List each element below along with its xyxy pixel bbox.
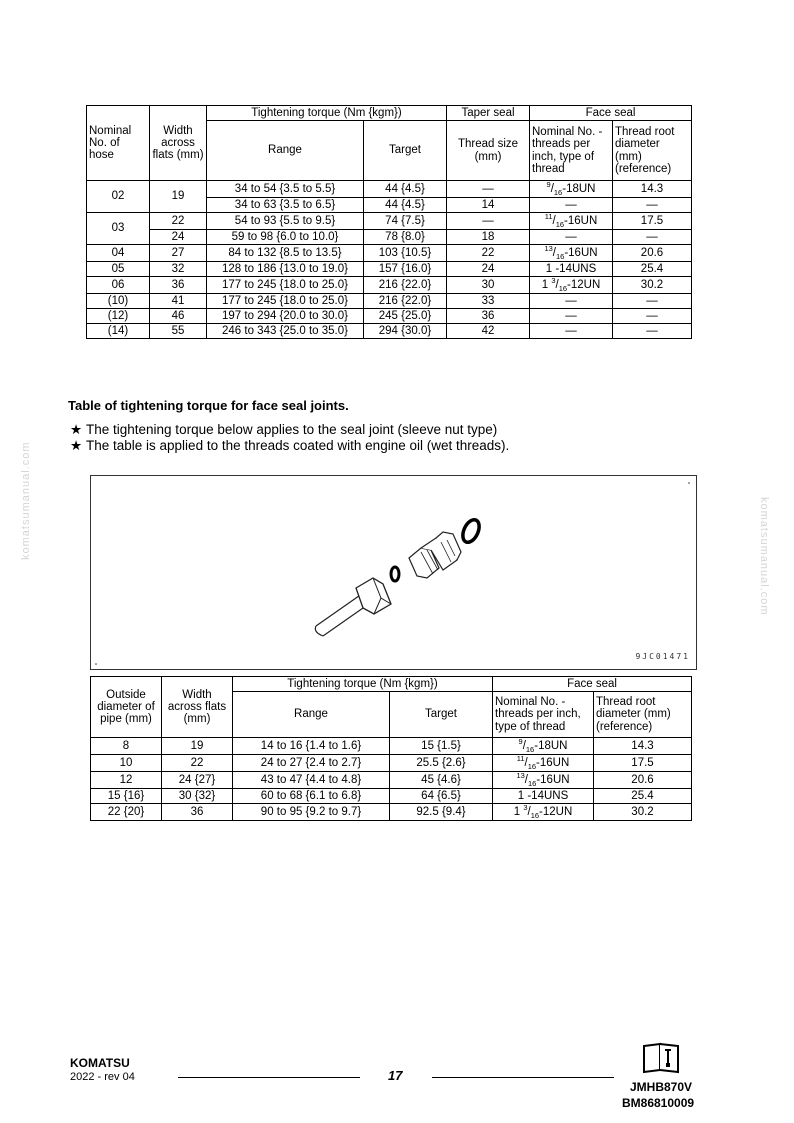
cell-width: 19 <box>150 181 207 213</box>
cell-root: — <box>613 198 692 213</box>
cell-hose: (10) <box>87 294 150 309</box>
cell-width: 30 {32} <box>162 789 233 804</box>
cell-nominal-thread: $^{11}/_{16}-16UN$ <box>493 755 594 772</box>
table-row <box>87 294 692 309</box>
cell-target: 25.5 {2.6} <box>390 755 493 772</box>
cell-range: 197 to 294 {20.0 to 30.0} <box>207 309 364 324</box>
face-seal-joint-figure <box>90 475 697 670</box>
cell-target: 64 {6.5} <box>390 789 493 804</box>
cell-width: 22 <box>162 755 233 772</box>
header-nominal-thread: Nominal No. - threads per inch, type of thread <box>530 121 613 181</box>
table-row <box>87 324 692 339</box>
header-torque: Tightening torque (Nm {kgm}) <box>207 106 447 121</box>
table-row <box>91 772 692 789</box>
cell-range: 34 to 54 {3.5 to 5.5} <box>207 181 364 198</box>
cell-root: — <box>613 294 692 309</box>
cell-target: 245 {25.0} <box>364 309 447 324</box>
star-icon: ★ <box>70 422 83 437</box>
cell-root: 17.5 <box>594 755 692 772</box>
cell-target: 78 {8.0} <box>364 230 447 245</box>
cell-root: 17.5 <box>613 213 692 230</box>
cell-range: 90 to 95 {9.2 to 9.7} <box>233 804 390 821</box>
cell-hose: (14) <box>87 324 150 339</box>
cell-target: 44 {4.5} <box>364 181 447 198</box>
cell-nominal-thread: 1 $^3/_{16}-12UN$ <box>493 804 594 821</box>
footer-code-2: BM86810009 <box>622 1096 695 1110</box>
cell-outside-diameter: 15 {16} <box>91 789 162 804</box>
note-1: ★ The tightening torque below applies to the seal joint (sleeve nut type) <box>70 422 498 437</box>
cell-nominal-thread: $^{11}/_{16}-16UN$ <box>530 213 613 230</box>
header-face: Face seal <box>493 677 692 692</box>
cell-target: 216 {22.0} <box>364 277 447 294</box>
cell-root: 25.4 <box>613 262 692 277</box>
cell-root: 14.3 <box>613 181 692 198</box>
cell-width: 27 <box>150 245 207 262</box>
header-face: Face seal <box>530 106 692 121</box>
cell-thread-size: 33 <box>447 294 530 309</box>
cell-range: 14 to 16 {1.4 to 1.6} <box>233 738 390 755</box>
cell-width: 41 <box>150 294 207 309</box>
cell-outside-diameter: 10 <box>91 755 162 772</box>
header-range: Range <box>207 121 364 181</box>
cell-root: 30.2 <box>594 804 692 821</box>
page-number: 17 <box>388 1068 403 1083</box>
cell-thread-size: — <box>447 213 530 230</box>
table-row <box>87 277 692 294</box>
star-icon: ★ <box>70 438 83 453</box>
table-row <box>87 213 692 230</box>
header-target: Target <box>390 692 493 738</box>
cell-nominal-thread: — <box>530 324 613 339</box>
cell-range: 60 to 68 {6.1 to 6.8} <box>233 789 390 804</box>
cell-range: 43 to 47 {4.4 to 4.8} <box>233 772 390 789</box>
header-target: Target <box>364 121 447 181</box>
cell-range: 177 to 245 {18.0 to 25.0} <box>207 277 364 294</box>
watermark-left: komatsumanual.com <box>20 441 32 560</box>
cell-range: 177 to 245 {18.0 to 25.0} <box>207 294 364 309</box>
cell-root: 20.6 <box>613 245 692 262</box>
footer-rule-left <box>178 1077 360 1078</box>
cell-outside-diameter: 22 {20} <box>91 804 162 821</box>
cell-range: 54 to 93 {5.5 to 9.5} <box>207 213 364 230</box>
cell-range: 84 to 132 {8.5 to 13.5} <box>207 245 364 262</box>
cell-width: 22 <box>150 213 207 230</box>
cell-root: 25.4 <box>594 789 692 804</box>
header-nominal-thread: Nominal No. - threads per inch, type of thread <box>493 692 594 738</box>
table-row <box>87 230 692 245</box>
cell-range: 59 to 98 {6.0 to 10.0} <box>207 230 364 245</box>
cell-width: 24 {27} <box>162 772 233 789</box>
table-row <box>91 755 692 772</box>
cell-hose: 05 <box>87 262 150 277</box>
header-taper: Taper seal <box>447 106 530 121</box>
cell-nominal-thread: — <box>530 230 613 245</box>
cell-root: — <box>613 230 692 245</box>
cell-root: 14.3 <box>594 738 692 755</box>
cell-target: 103 {10.5} <box>364 245 447 262</box>
cell-width: 46 <box>150 309 207 324</box>
cell-nominal-thread: — <box>530 294 613 309</box>
cell-thread-size: 42 <box>447 324 530 339</box>
cell-root: — <box>613 309 692 324</box>
cell-hose: 02 <box>87 181 150 213</box>
cell-nominal-thread: 1 -14UNS <box>493 789 594 804</box>
cell-thread-size: 30 <box>447 277 530 294</box>
cell-target: 92.5 {9.4} <box>390 804 493 821</box>
face-seal-torque-table <box>90 676 692 821</box>
cell-width: 24 <box>150 230 207 245</box>
cell-root: 20.6 <box>594 772 692 789</box>
cell-target: 294 {30.0} <box>364 324 447 339</box>
table-row <box>87 309 692 324</box>
footer-revision: 2022 - rev 04 <box>70 1071 135 1083</box>
header-width: Width across flats (mm) <box>162 677 233 738</box>
cell-hose: 06 <box>87 277 150 294</box>
watermark-right: komatsumanual.com <box>758 497 770 616</box>
cell-nominal-thread: — <box>530 198 613 213</box>
cell-hose: 04 <box>87 245 150 262</box>
table-row <box>91 738 692 755</box>
cell-outside-diameter: 8 <box>91 738 162 755</box>
hose-torque-table <box>86 105 692 339</box>
cell-nominal-thread: $^9/_{16}-18UN$ <box>530 181 613 198</box>
cell-thread-size: 36 <box>447 309 530 324</box>
header-thread-size: Thread size (mm) <box>447 121 530 181</box>
cell-range: 34 to 63 {3.5 to 6.5} <box>207 198 364 213</box>
cell-thread-size: 22 <box>447 245 530 262</box>
cell-nominal-thread: $^{13}/_{16}-16UN$ <box>530 245 613 262</box>
footer-code-1: JMHB870V <box>630 1080 693 1094</box>
cell-range: 246 to 343 {25.0 to 35.0} <box>207 324 364 339</box>
face-seal-joint-illustration <box>91 476 696 669</box>
header-range: Range <box>233 692 390 738</box>
cell-target: 45 {4.6} <box>390 772 493 789</box>
cell-hose: 03 <box>87 213 150 245</box>
cell-range: 128 to 186 {13.0 to 19.0} <box>207 262 364 277</box>
cell-nominal-thread: $^{13}/_{16}-16UN$ <box>493 772 594 789</box>
cell-hose: (12) <box>87 309 150 324</box>
footer-rule-right <box>432 1077 614 1078</box>
table-row <box>87 262 692 277</box>
header-width: Width across flats (mm) <box>150 106 207 181</box>
table-row <box>91 789 692 804</box>
manual-book-icon <box>640 1040 684 1081</box>
header-root: Thread root diameter (mm) (reference) <box>594 692 692 738</box>
header-outside-diameter: Outside diameter of pipe (mm) <box>91 677 162 738</box>
cell-nominal-thread: — <box>530 309 613 324</box>
cell-width: 55 <box>150 324 207 339</box>
cell-width: 32 <box>150 262 207 277</box>
header-nominal: Nominal No. of hose <box>87 106 150 181</box>
header-torque: Tightening torque (Nm {kgm}) <box>233 677 493 692</box>
cell-root: — <box>613 324 692 339</box>
cell-width: 19 <box>162 738 233 755</box>
cell-thread-size: 18 <box>447 230 530 245</box>
cell-thread-size: — <box>447 181 530 198</box>
cell-root: 30.2 <box>613 277 692 294</box>
cell-target: 44 {4.5} <box>364 198 447 213</box>
cell-target: 74 {7.5} <box>364 213 447 230</box>
header-root: Thread root diameter (mm) (reference) <box>613 121 692 181</box>
cell-target: 157 {16.0} <box>364 262 447 277</box>
cell-nominal-thread: 1 $^3/_{16}-12UN$ <box>530 277 613 294</box>
cell-target: 216 {22.0} <box>364 294 447 309</box>
table-row <box>87 181 692 198</box>
cell-target: 15 {1.5} <box>390 738 493 755</box>
table-row <box>91 804 692 821</box>
note-2: ★ The table is applied to the threads coated with engine oil (wet threads). <box>70 438 510 453</box>
cell-width: 36 <box>162 804 233 821</box>
cell-thread-size: 24 <box>447 262 530 277</box>
cell-nominal-thread: $^9/_{16}-18UN$ <box>493 738 594 755</box>
footer-brand: KOMATSU <box>70 1056 130 1070</box>
table-row <box>87 245 692 262</box>
section-title: Table of tightening torque for face seal joints. <box>68 398 349 413</box>
cell-thread-size: 14 <box>447 198 530 213</box>
figure-code: 9JC01471 <box>635 652 690 661</box>
cell-outside-diameter: 12 <box>91 772 162 789</box>
cell-nominal-thread: 1 -14UNS <box>530 262 613 277</box>
cell-range: 24 to 27 {2.4 to 2.7} <box>233 755 390 772</box>
cell-width: 36 <box>150 277 207 294</box>
